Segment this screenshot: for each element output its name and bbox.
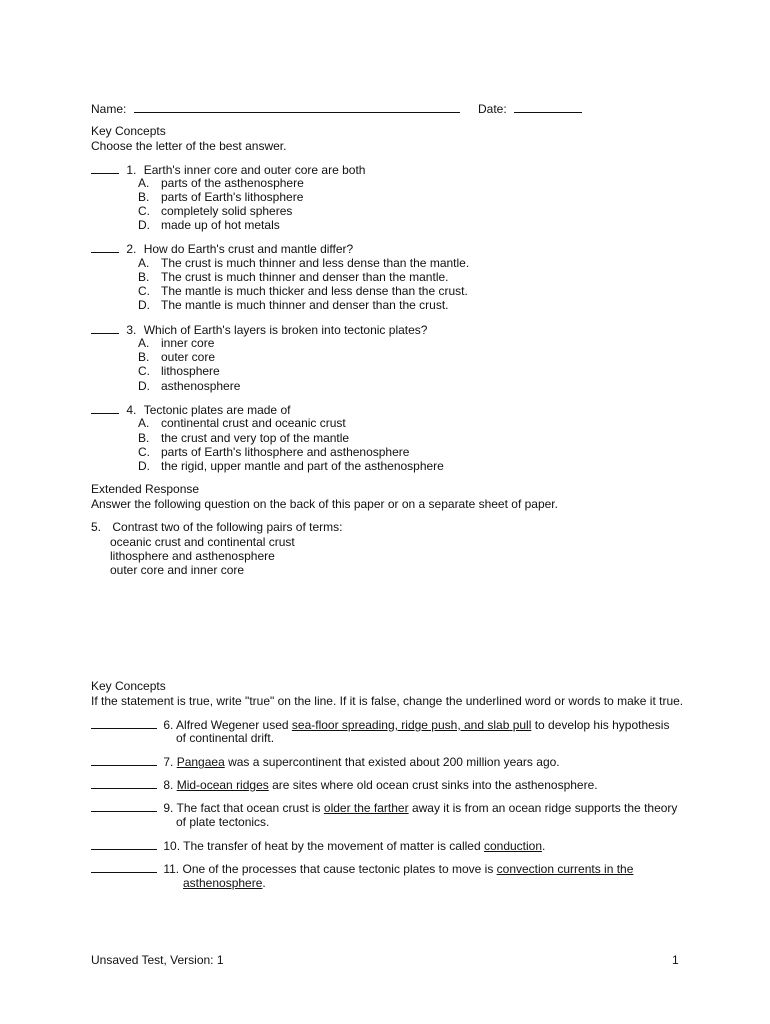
answer-blank[interactable] — [91, 754, 157, 766]
statement-text: are sites where old ocean crust sinks into the asthenosphere. — [268, 778, 598, 792]
option-c: C. completely solid spheres — [138, 204, 293, 218]
question-number: 8. — [163, 778, 174, 792]
date-blank[interactable] — [514, 101, 582, 113]
statement-continuation — [183, 876, 266, 890]
underlined-term: conduction — [483, 839, 543, 853]
section-title: Key Concepts — [91, 679, 166, 693]
statement-text: One of the processes that cause tectonic plates to move is — [182, 862, 497, 876]
answer-blank[interactable] — [91, 800, 157, 812]
option-d: D. The mantle is much thinner and denser than the crust. — [138, 298, 449, 312]
question-stem: How do Earth's crust and mantle differ? — [143, 242, 354, 256]
option-b: B. parts of Earth's lithosphere — [138, 190, 304, 204]
question-1 — [91, 162, 365, 177]
term-pair: outer core and inner core — [110, 563, 245, 577]
section-instruction: Choose the letter of the best answer. — [91, 139, 287, 153]
statement-text: The transfer of heat by the movement of matter is called — [183, 839, 484, 853]
question-stem: Contrast two of the following pairs of terms: — [112, 520, 343, 534]
underlined-term: sea-floor spreading, ridge push, and slab pull — [291, 718, 532, 732]
date-row — [478, 101, 582, 116]
section-title: Key Concepts — [91, 124, 166, 138]
question-stem: Tectonic plates are made of — [143, 403, 291, 417]
option-d: D. made up of hot metals — [138, 218, 280, 232]
answer-blank[interactable] — [91, 402, 119, 414]
question-stem: Earth's inner core and outer core are both — [143, 163, 366, 177]
statement-text: was a supercontinent that existed about 200 million years ago. — [224, 755, 560, 769]
question-9 — [91, 800, 677, 815]
section-title: Extended Response — [91, 482, 200, 496]
question-number: 1. — [126, 163, 137, 177]
statement-text: . — [262, 876, 266, 890]
option-d: D. asthenosphere — [138, 379, 241, 393]
answer-blank[interactable] — [91, 717, 157, 729]
question-number: 9. — [163, 801, 174, 815]
footer-version: Unsaved Test, Version: 1 — [91, 953, 224, 967]
statement-text: away it is from an ocean ridge supports the theory — [408, 801, 678, 815]
question-stem: Which of Earth's layers is broken into tectonic plates? — [143, 323, 428, 337]
option-a: A. The crust is much thinner and less dense than the mantle. — [138, 256, 470, 270]
underlined-term: convection currents in the — [496, 862, 634, 876]
option-a: A. parts of the asthenosphere — [138, 176, 304, 190]
answer-blank[interactable] — [91, 861, 157, 873]
name-label: Name: — [91, 102, 127, 116]
term-pair: oceanic crust and continental crust — [110, 535, 295, 549]
option-c: C. The mantle is much thicker and less dense than the crust. — [138, 284, 468, 298]
page-number: 1 — [672, 953, 679, 967]
option-c: C. lithosphere — [138, 364, 220, 378]
term-pair: lithosphere and asthenosphere — [110, 549, 275, 563]
statement-text: Alfred Wegener used — [176, 718, 292, 732]
question-number: 4. — [126, 403, 137, 417]
question-4 — [91, 402, 290, 417]
underlined-term: asthenosphere — [183, 876, 263, 890]
statement-text: The fact that ocean crust is — [176, 801, 324, 815]
question-number: 7. — [163, 755, 174, 769]
answer-blank[interactable] — [91, 838, 157, 850]
option-b: B. The crust is much thinner and denser than the mantle. — [138, 270, 449, 284]
question-8 — [91, 777, 598, 792]
statement-text: to develop his hypothesis — [531, 718, 670, 732]
question-number: 6. — [163, 718, 174, 732]
question-3 — [91, 322, 427, 337]
answer-blank[interactable] — [91, 777, 157, 789]
option-c: C. parts of Earth's lithosphere and asthenosphere — [138, 445, 410, 459]
underlined-term: Mid-ocean ridges — [176, 778, 269, 792]
option-b: B. outer core — [138, 350, 216, 364]
question-number: 3. — [126, 323, 137, 337]
question-2 — [91, 241, 353, 256]
name-blank[interactable] — [134, 101, 460, 113]
option-d: D. the rigid, upper mantle and part of the asthenosphere — [138, 459, 444, 473]
question-number: 11. — [163, 862, 180, 876]
question-number: 5. — [91, 520, 102, 534]
section-instruction: If the statement is true, write "true" on the line. If it is false, change the underlined word or words to make it true. — [91, 694, 684, 708]
underlined-term: Pangaea — [176, 755, 225, 769]
answer-blank[interactable] — [91, 162, 119, 174]
option-a: A. inner core — [138, 336, 215, 350]
date-label: Date: — [478, 102, 507, 116]
statement-continuation: of plate tectonics. — [176, 815, 270, 829]
question-7 — [91, 754, 560, 769]
answer-blank[interactable] — [91, 241, 119, 253]
question-number: 10. — [163, 839, 181, 853]
question-11 — [91, 861, 633, 876]
answer-blank[interactable] — [91, 322, 119, 334]
option-b: B. the crust and very top of the mantle — [138, 431, 350, 445]
question-5 — [91, 520, 342, 534]
question-6 — [91, 717, 669, 732]
option-a: A. continental crust and oceanic crust — [138, 416, 346, 430]
statement-text: . — [542, 839, 546, 853]
question-10 — [91, 838, 545, 853]
statement-continuation: of continental drift. — [176, 731, 275, 745]
section-instruction: Answer the following question on the back of this paper or on a separate sheet of paper. — [91, 497, 558, 511]
name-row — [91, 101, 460, 116]
question-number: 2. — [126, 242, 137, 256]
underlined-term: older the farther — [323, 801, 409, 815]
